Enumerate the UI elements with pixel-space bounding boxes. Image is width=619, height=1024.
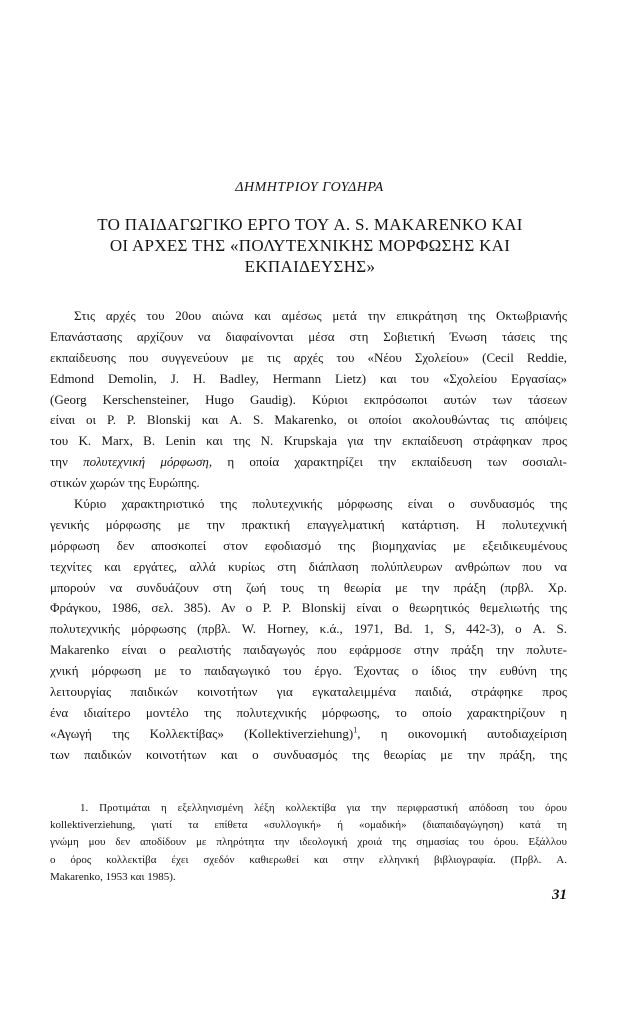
body-line-with-emphasis — [50, 452, 567, 473]
title-line: ΟΙ ΑΡΧΕΣ ΤΗΣ «ΠΟΛΥΤΕΧΝΙΚΗΣ ΜΟΡΦΩΣΗΣ ΚΑΙ — [109, 236, 511, 255]
body-line: Edmond Demolin, J. H. Badley, Hermann Lietz) και του «Σχολείου Εργασίας» — [50, 370, 567, 386]
body-line: του K. Marx, B. Lenin και της N. Krupskaja για την εκπαίδευση στράφηκαν προς — [50, 433, 567, 449]
body-line: είναι οι P. P. Blonskij και A. S. Makarenko, οι οποίοι ακολουθώντας τις απόψεις — [50, 412, 567, 428]
body-line: στικών χωρών της Ευρώπης. — [50, 475, 200, 491]
title-line: ΤΟ ΠΑΙΔΑΓΩΓΙΚΟ ΕΡΓΟ ΤΟΥ A. S. MAKARENKO ΚΑΙ — [97, 215, 523, 234]
body-line: λειτουργίας παιδικών κοινοτήτων για εγκαταλειμμένα παιδιά, στράφηκε προς — [50, 684, 567, 700]
body-line-prefix: την — [50, 454, 84, 470]
footnote-line: ο όρος κολλεκτίβα έχει σχεδόν καθιερωθεί και στην ελληνική βιβλιογραφία. (Πρβλ. A. — [50, 853, 567, 866]
title-line: ΕΚΠΑΙΔΕΥΣΗΣ» — [244, 257, 376, 276]
body-line: των παιδικών κοινοτήτων και ο συνδυασμός της θεωρίας με την πράξη, της — [50, 746, 567, 762]
footnote-line: 1. Προτιμάται η εξελληνισμένη λέξη κολλεκτίβα για την περιφραστική απόδοση του όρου — [80, 802, 567, 814]
body-line-suffix: , η οποία χαρακτηρίζει την εκπαίδευση των σοσιαλι- — [208, 454, 567, 470]
page-number: 31 — [552, 887, 567, 903]
body-line: Στις αρχές του 20ου αιώνα και αμέσως μετά την επικράτηση της Οκτωβριανής — [74, 308, 567, 323]
author-name: ΔΗΜΗΤΡΙΟΥ ΓΟΥΔΗΡΑ — [235, 180, 384, 195]
footnote-line: kollektiverziehung, γιατί τα επίθετα «συλλογική» ή «ομαδική» (διαπαιδαγώγηση) κατά τη — [50, 819, 567, 832]
body-line: (Georg Kerschensteiner, Hugo Gaudig). Κύριοι εκπρόσωποι αυτών των τάσεων — [50, 391, 567, 407]
footnote-line: Makarenko, 1953 και 1985). — [50, 870, 176, 883]
article-title — [60, 214, 560, 277]
footnote — [50, 800, 567, 886]
body-line-with-footnote-ref — [50, 724, 567, 745]
body-line-suffix: , η οικονομική αυτοδιαχείριση — [357, 725, 567, 741]
body-line: χνική μόρφωση με το παιδαγωγικό του έργο. Έχοντας ο ίδιος την ευθύνη της — [50, 663, 567, 679]
body-line: τεχνίτες και εργάτες, αλλά κυρίως στη διάπλαση πολύπλευρων ανθρώπων που να — [50, 558, 567, 574]
body-line: Κύριο χαρακτηριστικό της πολυτεχνικής μόρφωσης είναι ο συνδυασμός της — [74, 496, 567, 512]
footnote-line: γνώμη μου δεν αποδίδουν με πληρότητα την ιδεολογική χροιά της σημασίας του όρου. Εξάλλου — [50, 836, 567, 849]
body-line: γενικής μόρφωσης με την πρακτική επαγγελματική κατάρτιση. Η πολυτεχνική — [50, 516, 567, 532]
emphasized-term: πολυτεχνική μόρφωση — [83, 454, 209, 470]
body-line: μπορούν να συνδυάζουν στη ζωή τους τη θεωρία με την πράξη (πρβλ. Χρ. — [50, 579, 567, 595]
body-line: ένα ιδιαίτερο μοντέλο της πολυτεχνικής μόρφωσης, το οποίο χαρακτηρίζουν η — [50, 704, 567, 720]
body-line: Επανάστασης αρχίζουν να διαφαίνονται μέσα στη Σοβιετική Ένωση τάσεις της — [50, 328, 567, 344]
body-line-prefix: «Αγωγή της Κολλεκτίβας» (Kollektiverziehung) — [50, 725, 354, 741]
body-line: μόρφωση δεν αποσκοπεί στον εφοδιασμό της βιομηχανίας με εξειδικευμένους — [50, 537, 567, 553]
body-line: πολυτεχνικής μόρφωσης (πρβλ. W. Horney, κ.ά., 1971, Bd. 1, S, 442-3), ο A. S. — [50, 621, 567, 637]
body-line: Φράγκου, 1986, σελ. 385). Αν ο P. P. Blonskij είναι ο θεωρητικός θεμελιωτής της — [50, 600, 567, 616]
footnote-reference[interactable]: 1 — [353, 725, 358, 735]
body-line: Makarenko είναι ο ρεαλιστής παιδαγωγός που εφάρμοσε στην πράξη την πολυτε- — [50, 642, 567, 658]
body-text — [50, 306, 567, 766]
body-line: εκπαίδευσης που συγγενεύουν με τις αρχές του «Νέου Σχολείου» (Cecil Reddie, — [50, 349, 567, 365]
